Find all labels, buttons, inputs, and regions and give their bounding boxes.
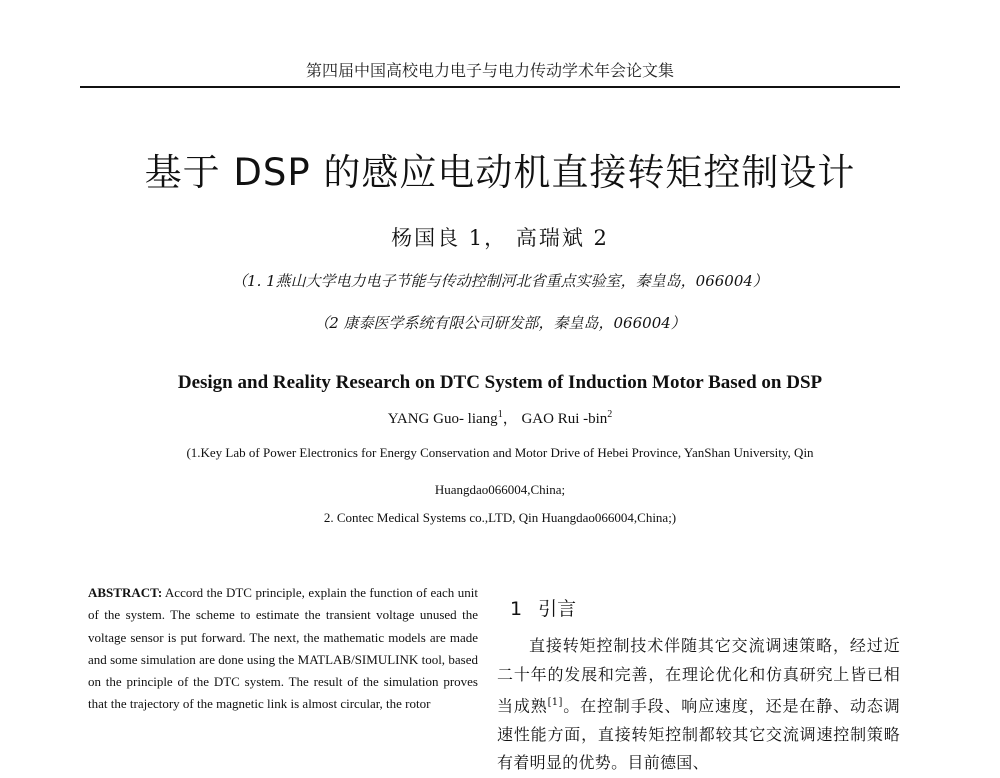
authors-en	[0, 407, 1000, 428]
author-separator: ，	[502, 411, 518, 427]
intro-paragraph	[497, 632, 900, 778]
author-1-name: YANG Guo- liang	[387, 411, 498, 427]
paper-title-cn: 基于 DSP 的感应电动机直接转矩控制设计	[144, 151, 856, 194]
affiliation-en-1-cont: Huangdao066004,China;	[434, 482, 566, 497]
abstract-label: ABSTRACT:	[88, 585, 163, 600]
affiliation-en-2: 2. Contec Medical Systems co.,LTD, Qin Huangdao066004,China;)	[323, 510, 677, 525]
author-2-name: GAO Rui -bin	[521, 411, 608, 427]
paper-title-en: Design and Reality Research on DTC System of Induction Motor Based on DSP	[177, 372, 823, 393]
section-number: 1	[510, 598, 523, 620]
section-heading	[510, 594, 576, 621]
affiliation-cn-1: （1. 1燕山大学电力电子节能与传动控制河北省重点实验室，秦皇岛，066004）	[232, 272, 768, 290]
abstract-text: Accord the DTC principle, explain the function of each unit of the system. The scheme to estimate the transient voltage unused the voltage sensor is put forward. The next, the mathematic models are made and some simulation are done using the MATLAB/SIMULINK tool, based on the principle of the DTC system. The result of the simulation proves that the trajectory of the magnetic link is almost circular, the rotor	[88, 585, 478, 712]
running-header: 第四届中国高校电力电子与电力传动学术年会论文集	[305, 61, 674, 80]
intro-text-1: 直接转矩控制技术伴随其它交流调速策略，经过近二十年的发展和完善，在理论优化和仿真研究上皆已相当成熟	[497, 636, 900, 716]
authors-cn: 杨国良 1， 高瑞斌 2	[391, 226, 609, 250]
author-1-sup: 1	[497, 409, 503, 420]
header-rule	[80, 86, 900, 88]
abstract	[88, 582, 478, 716]
affiliation-en-1: (1.Key Lab of Power Electronics for Energy Conservation and Motor Drive of Hebei Province, YanShan University, Qin	[186, 445, 814, 460]
author-2-sup: 2	[607, 409, 613, 420]
section-title: 引言	[538, 598, 577, 620]
affiliation-cn-2: （2 康泰医学系统有限公司研发部，秦皇岛，066004）	[314, 314, 686, 332]
intro-text-2: 。在控制手段、响应速度，还是在静、动态调速性能方面，直接转矩控制都较其它交流调速控制策略有着明显的优势。目前德国、	[497, 696, 900, 773]
citation-ref: [1]	[547, 697, 563, 708]
